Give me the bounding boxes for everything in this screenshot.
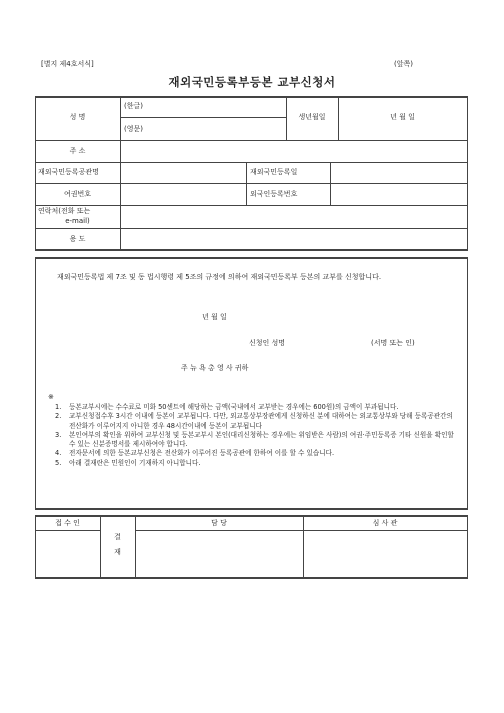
foreign-registration-field[interactable] <box>331 184 467 205</box>
reviewer-label: 심 사 관 <box>372 519 398 527</box>
purpose-field[interactable] <box>121 229 467 249</box>
page-side-label: (앞쪽) <box>394 60 413 68</box>
receiver-label: 접 수 인 <box>55 519 80 527</box>
form-number: [별지 제4호서식] <box>41 60 94 68</box>
consulate-label: 재외국민등록공관명 <box>38 168 99 176</box>
birth-date-label: 생년월일 <box>298 113 326 121</box>
statement-text: 재외국민등록법 제 7조 및 동 법시행령 제 5조의 규정에 의하여 재외국민등록부 등본의 교부를 신청합니다. <box>57 273 382 281</box>
consulate-field[interactable] <box>121 163 246 183</box>
applicant-name-label: 신청인 성명 <box>249 339 286 347</box>
registration-date-label: 재외국민등록일 <box>250 168 298 176</box>
signature-hint: (서명 또는 인) <box>371 339 415 347</box>
notes-list <box>55 403 457 468</box>
note-item: 1. 등본교부시에는 수수료로 미화 50센트에 해당하는 금액(국내에서 교부받는 경우에는 600원)의 금액이 부과됩니다. <box>55 403 399 411</box>
contact-label: 연락처(전화 또는 <box>38 207 91 215</box>
registration-date-field[interactable] <box>331 163 467 183</box>
name-korean-field[interactable]: (한글) <box>124 102 143 110</box>
addressee: 주 뉴 욕 총 영 사 귀하 <box>181 364 249 372</box>
contact-field[interactable] <box>121 206 467 228</box>
note-item: 4. 전자문서에 의한 등본교부신청은 전산화가 이루어진 등록공관에 한하여 이를 할 수 있습니다. <box>55 449 335 458</box>
foreign-registration-label: 외국인등록번호 <box>250 190 298 198</box>
purpose-label: 용 도 <box>69 235 86 243</box>
charge-label: 담 당 <box>211 519 227 527</box>
note-item: 3. 본인여부의 확인을 위하여 교부신청 및 등본교부시 본인(대리신청하는 경우에는 위임받은 사람)의 여권·주민등록증 기타 신원을 확인할 수 있는 신분증명서를 제시하여야 합니다. <box>55 430 454 449</box>
address-label: 주 소 <box>69 147 86 155</box>
application-date: 년 월 일 <box>202 313 227 321</box>
note-item: 2. 교부신청접수후 3시간 이내에 등본이 교부됩니다. 다만, 외교통상부장관에게 신청하신 분에 대하여는 외교통상부와 당해 등록공관간의 전산화가 이루어지지 아니한 경우 48시간이내에 등본이 교부됩니다 <box>55 412 453 430</box>
passport-label: 여권번호 <box>63 190 92 198</box>
birth-date-field[interactable]: 년 월 일 <box>390 113 415 121</box>
notes-marker: ※ <box>48 393 54 401</box>
passport-field[interactable] <box>121 184 246 205</box>
name-english-field[interactable]: (영문) <box>124 125 143 133</box>
address-field[interactable] <box>121 141 467 162</box>
approval-label-1: 결 <box>114 533 121 541</box>
approval-label-2: 재 <box>114 548 121 556</box>
note-item: 5. 아래 결재란은 민원인이 기재하지 아니합니다. <box>55 458 201 467</box>
contact-label-email: e-mail) <box>65 217 90 225</box>
name-label: 성 명 <box>69 113 86 121</box>
form-title: 재외국민등록부등본 교부신청서 <box>168 75 336 89</box>
